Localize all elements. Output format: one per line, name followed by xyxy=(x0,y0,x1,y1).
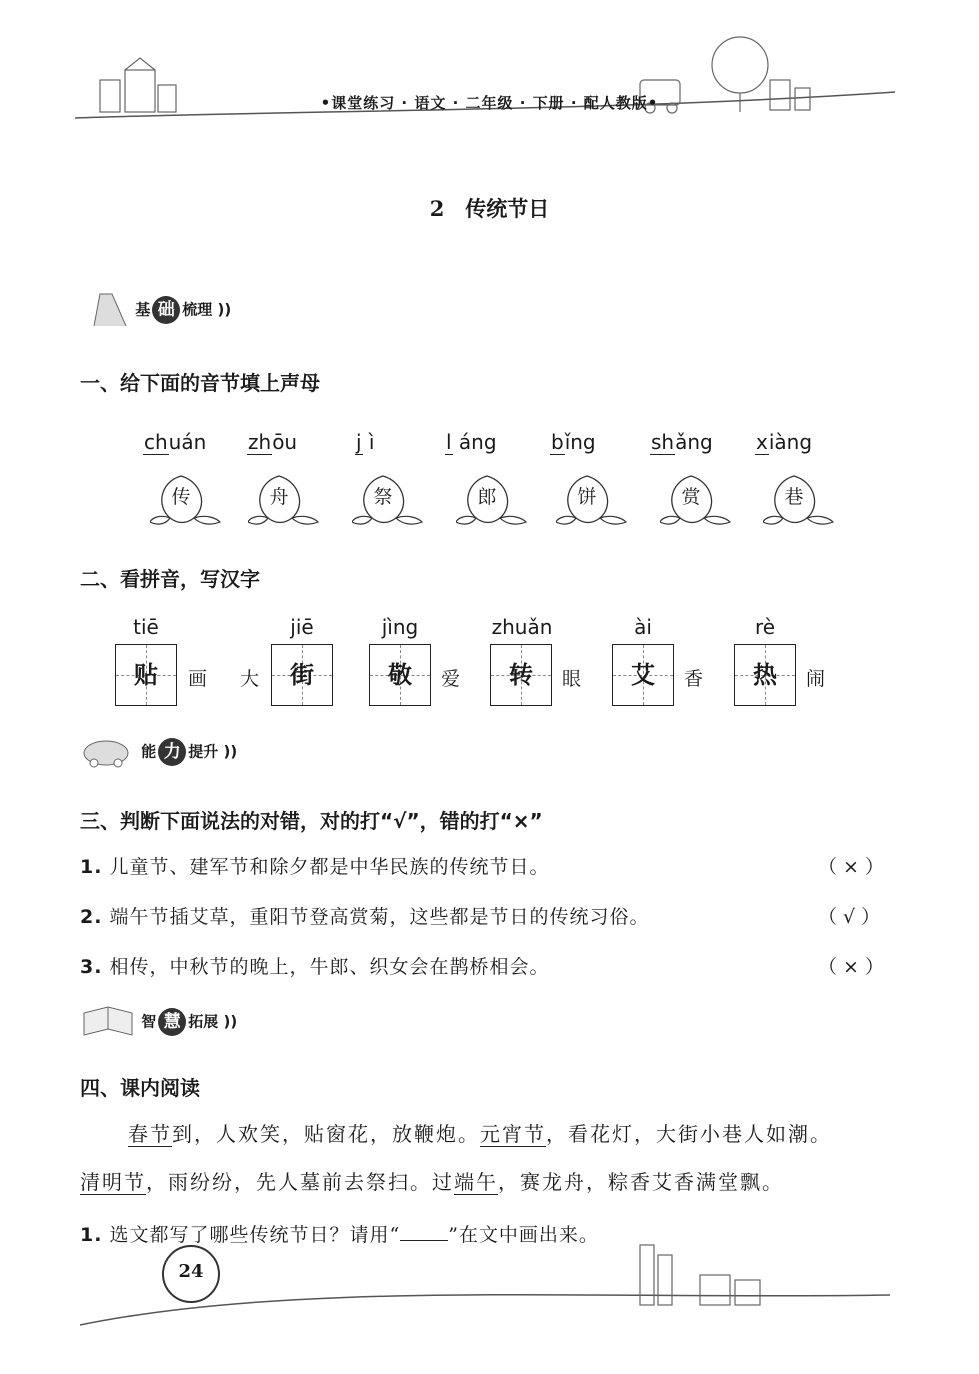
peach-character: 巷 xyxy=(784,486,804,508)
section4-title: 四、课内阅读 xyxy=(80,1076,200,1100)
written-char: 敬 xyxy=(388,661,412,689)
pinyin-word: tiē xyxy=(133,615,159,639)
section2-title: 二、看拼音，写汉字 xyxy=(80,567,260,591)
peach-character: 传 xyxy=(171,486,191,508)
passage-text: 到，人欢笑，贴窗花，放鞭炮。 xyxy=(172,1122,480,1146)
badge-text: 拓展 xyxy=(188,1012,219,1031)
peach-char xyxy=(456,470,532,530)
passage-text: ，雨纷纷，先人墓前去祭扫。过 xyxy=(146,1170,454,1194)
underlined-festival: 清明节 xyxy=(80,1170,146,1194)
pinyin-word: ài xyxy=(634,615,652,639)
pinyin-word: jiē xyxy=(290,615,314,639)
passage-text: ，看花灯，大街小巷人如潮。 xyxy=(546,1122,832,1146)
underlined-festival: 端午 xyxy=(454,1170,498,1194)
item-text: 相传，中秋节的晚上，牛郎、织女会在鹊桥相会。 xyxy=(109,956,550,978)
item-text: 儿童节、建军节和除夕都是中华民族的传统节日。 xyxy=(109,856,550,878)
pinyin-item xyxy=(755,430,812,454)
badge-text: 提升 xyxy=(188,742,219,761)
plain-char: 香 xyxy=(684,668,704,690)
lesson-title: 2 传统节日 xyxy=(429,196,550,221)
question-text: ”在文中画出来。 xyxy=(448,1224,599,1246)
peach-character: 饼 xyxy=(577,486,597,508)
badge-nengli: 能 力 提升 )) xyxy=(80,735,237,769)
peach-char xyxy=(556,470,632,530)
peach-character: 赏 xyxy=(681,486,701,508)
book-icon xyxy=(80,1005,136,1039)
initial-answer: ch xyxy=(144,430,168,454)
initial-answer: b xyxy=(551,430,564,454)
section1-title: 一、给下面的音节填上声母 xyxy=(80,371,320,395)
judge-answer: （ √ ） xyxy=(818,906,881,928)
pinyin-item xyxy=(445,430,497,454)
badge-big-char: 础 xyxy=(152,296,180,324)
written-char: 街 xyxy=(290,661,314,689)
pinyin-word: rè xyxy=(754,615,776,639)
initial-answer: sh xyxy=(651,430,675,454)
plain-char: 画 xyxy=(188,668,208,690)
pinyin-item xyxy=(650,430,713,454)
peach-char xyxy=(763,470,839,530)
badge-text: 梳理 xyxy=(182,300,213,319)
char-grid xyxy=(490,644,552,706)
initial-answer: zh xyxy=(248,430,272,454)
peach-char xyxy=(150,470,226,530)
underlined-festival: 元宵节 xyxy=(480,1122,546,1146)
plain-char: 闹 xyxy=(806,668,826,690)
question-text: 选文都写了哪些传统节日？请用“ xyxy=(109,1224,401,1246)
final: ì xyxy=(368,430,375,454)
final: áng xyxy=(458,430,497,454)
peach-character: 郎 xyxy=(477,486,497,508)
slide-icon xyxy=(90,290,130,330)
final: ǐng xyxy=(564,430,596,454)
car-icon xyxy=(80,735,136,769)
char-grid xyxy=(369,644,431,706)
item-text: 端午节插艾草，重阳节登高赏菊，这些都是节日的传统习俗。 xyxy=(109,906,650,928)
pinyin-item xyxy=(247,430,297,454)
initial-answer: l xyxy=(446,430,452,454)
pinyin-item xyxy=(550,430,596,454)
passage-line-1 xyxy=(128,1110,832,1158)
initial-answer: j xyxy=(356,430,362,454)
badge-char: 基 xyxy=(135,300,151,319)
section3-title: 三、判断下面说法的对错，对的打“√”，错的打“×” xyxy=(80,809,543,833)
badge-big-char: 慧 xyxy=(158,1008,186,1036)
final: iàng xyxy=(768,430,813,454)
pinyin-item xyxy=(143,430,206,454)
header-series: •课堂练习 · 语文 · 二年级 · 下册 · 配人教版• xyxy=(320,94,659,112)
judge-item xyxy=(80,952,550,979)
final: uán xyxy=(168,430,207,454)
badge-char: 能 xyxy=(141,742,157,761)
char-grid xyxy=(734,644,796,706)
char-grid xyxy=(271,644,333,706)
passage-text: ，赛龙舟，粽香艾香满堂飘。 xyxy=(498,1170,784,1194)
page-number: 24 xyxy=(162,1245,220,1303)
peach-char xyxy=(660,470,736,530)
char-grid xyxy=(115,644,177,706)
passage-line-2 xyxy=(80,1158,784,1206)
underlined-festival: 春节 xyxy=(128,1122,172,1146)
written-char: 贴 xyxy=(134,661,158,689)
final: ǎng xyxy=(675,430,713,454)
judge-answer: （ × ） xyxy=(818,956,884,978)
item-number: 3. xyxy=(80,956,103,978)
final: ōu xyxy=(272,430,298,454)
peach-character: 舟 xyxy=(269,486,289,508)
plain-char: 爱 xyxy=(441,668,461,690)
badge-big-char: 力 xyxy=(158,738,186,766)
plain-char: 眼 xyxy=(562,668,582,690)
written-char: 热 xyxy=(753,661,777,689)
badge-char: 智 xyxy=(141,1012,157,1031)
item-number: 2. xyxy=(80,906,103,928)
initial-answer: x xyxy=(756,430,768,454)
peach-char xyxy=(352,470,428,530)
pinyin-word: zhuǎn xyxy=(491,615,553,639)
badge-jichu: 基 础 梳理 )) xyxy=(90,290,231,330)
item-number: 1. xyxy=(80,1224,103,1246)
peach-char xyxy=(248,470,324,530)
plain-char: 大 xyxy=(240,668,260,690)
item-number: 1. xyxy=(80,856,103,878)
judge-item xyxy=(80,852,550,879)
footer-decoration xyxy=(0,1240,979,1340)
judge-answer: （ × ） xyxy=(818,856,884,878)
char-grid xyxy=(612,644,674,706)
judge-item xyxy=(80,902,650,929)
written-char: 艾 xyxy=(631,661,655,689)
written-char: 转 xyxy=(509,661,533,689)
badge-zhihui: 智 慧 拓展 )) xyxy=(80,1005,237,1039)
pinyin-item xyxy=(355,430,374,454)
peach-character: 祭 xyxy=(373,486,393,508)
pinyin-word: jìng xyxy=(381,615,419,639)
